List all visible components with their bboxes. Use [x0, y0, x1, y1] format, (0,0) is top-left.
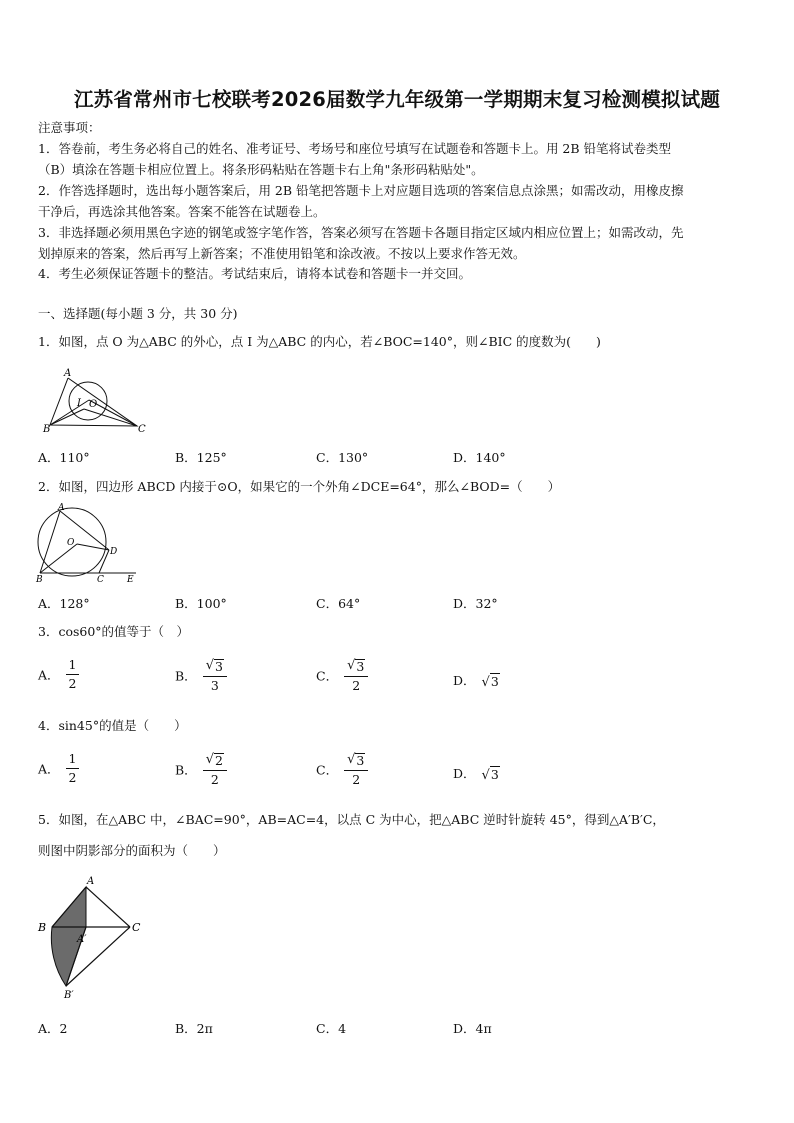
radicand: 3 — [356, 659, 365, 674]
notice-line: 划掉原来的答案，然后再写上新答案；不准使用铅笔和涂改液。不按以上要求作答无效。 — [38, 246, 526, 261]
question-2-figure — [34, 502, 140, 584]
question-4-option-c — [316, 752, 368, 787]
question-2-stem: 2．如图，四边形 ABCD 内接于⊙O，如果它的一个外角∠DCE=64°，那么∠BOD=（ ） — [38, 479, 561, 494]
label-o: O — [67, 538, 75, 548]
question-1-option-b: B．125° — [175, 450, 227, 465]
question-2-option-c: C．64° — [316, 596, 361, 611]
label-a: A — [58, 503, 65, 513]
question-5-option-c: C．4 — [316, 1021, 347, 1036]
label-d: D — [110, 547, 118, 557]
label-a: A — [87, 876, 95, 887]
fraction-denominator: 2 — [68, 676, 77, 691]
question-5-option-b: B．2π — [175, 1021, 213, 1036]
label-b: B — [38, 921, 47, 934]
question-5-stem-line-2: 则图中阴影部分的面积为（ ） — [38, 843, 226, 858]
option-letter: D． — [453, 673, 476, 688]
sqrt-sign: √ — [347, 658, 356, 673]
section-heading: 一、选择题(每小题 3 分，共 30 分) — [38, 306, 238, 321]
fraction-denominator: 2 — [352, 678, 361, 693]
question-1-option-a: A．110° — [38, 450, 90, 465]
question-5-option-a: A．2 — [38, 1021, 68, 1036]
question-4-option-d — [453, 764, 500, 783]
question-1-option-c: C．130° — [316, 450, 369, 465]
label-c: C — [138, 424, 146, 435]
fraction-numerator: 1 — [66, 752, 80, 769]
notice-line: 3．非选择题必须用黑色字迹的钢笔或签字笔作答，答案必须写在答题卡各题目指定区域内相应位置上；如需改动，先 — [38, 225, 684, 240]
sqrt-sign: √ — [481, 674, 490, 690]
question-1-option-d: D．140° — [453, 450, 506, 465]
question-3-stem: 3．cos60°的值等于（ ） — [38, 624, 190, 639]
question-5-option-d: D．4π — [453, 1021, 492, 1036]
question-5-stem-line-1: 5．如图，在△ABC 中，∠BAC=90°，AB=AC=4，以点 C 为中心，把△ABC 逆时针旋转 45°，得到△A′B′C， — [38, 812, 665, 827]
page-title: 江苏省常州市七校联考2026届数学九年级第一学期期末复习检测模拟试题 — [73, 88, 721, 111]
notice-line: 2．作答选择题时，选出每小题答案后，用 2B 铅笔把答题卡上对应题目选项的答案信息点涂黑；如需改动，用橡皮擦 — [38, 183, 684, 198]
label-a-prime: A′ — [77, 934, 87, 945]
sqrt-sign: √ — [205, 752, 214, 767]
option-letter: A． — [38, 761, 60, 777]
question-4-option-a — [38, 752, 79, 785]
fraction-numerator: 1 — [66, 658, 80, 675]
question-2-option-d: D．32° — [453, 596, 498, 611]
fraction-denominator: 2 — [210, 772, 219, 787]
sqrt-sign: √ — [347, 752, 356, 767]
option-letter: B． — [175, 762, 197, 778]
question-3-option-a — [38, 658, 79, 691]
notice-line: （B）填涂在答题卡相应位置上。将条形码粘贴在答题卡右上角"条形码粘贴处"。 — [38, 162, 484, 177]
notice-line: 1．答卷前，考生务必将自己的姓名、准考证号、考场号和座位号填写在试题卷和答题卡上。用 2B 铅笔将试卷类型 — [38, 141, 672, 156]
label-i: I — [77, 398, 81, 409]
question-2-option-b: B．100° — [175, 596, 227, 611]
option-letter: C． — [316, 668, 339, 684]
label-c: C — [97, 575, 104, 584]
fraction-denominator: 2 — [352, 772, 361, 787]
notice-heading: 注意事项： — [38, 120, 101, 135]
option-letter: C． — [316, 762, 339, 778]
question-1-figure — [40, 364, 152, 436]
question-4-option-b — [175, 752, 227, 787]
label-b-prime: B′ — [64, 990, 74, 1001]
fraction-denominator: 2 — [68, 770, 77, 785]
question-3-option-b — [175, 658, 227, 693]
label-b: B — [43, 424, 51, 435]
radicand: 2 — [214, 753, 223, 768]
label-o: O — [89, 399, 98, 410]
question-3-option-c — [316, 658, 368, 693]
notice-line: 干净后，再选涂其他答案。答案不能答在试题卷上。 — [38, 204, 326, 219]
fraction-denominator: 3 — [210, 678, 219, 693]
radicand: 3 — [214, 659, 223, 674]
question-5-figure — [34, 872, 146, 1002]
option-letter: B． — [175, 668, 197, 684]
question-1-stem: 1．如图，点 O 为△ABC 的外心，点 I 为△ABC 的内心，若∠BOC=140°，则∠BIC 的度数为( ) — [38, 334, 601, 349]
notice-line: 4．考生必须保证答题卡的整洁。考试结束后，请将本试卷和答题卡一并交回。 — [38, 266, 471, 281]
radicand: 3 — [490, 673, 499, 689]
sqrt-sign: √ — [205, 658, 214, 673]
label-c: C — [132, 921, 141, 934]
sqrt-sign: √ — [481, 767, 490, 783]
label-b: B — [36, 575, 43, 584]
radicand: 3 — [490, 766, 499, 782]
radicand: 3 — [356, 753, 365, 768]
label-e: E — [127, 575, 134, 584]
question-2-option-a: A．128° — [38, 596, 90, 611]
label-a: A — [64, 368, 72, 379]
question-3-option-d — [453, 671, 500, 690]
option-letter: D． — [453, 766, 476, 781]
question-4-stem: 4．sin45°的值是（ ） — [38, 718, 187, 733]
option-letter: A． — [38, 667, 60, 683]
